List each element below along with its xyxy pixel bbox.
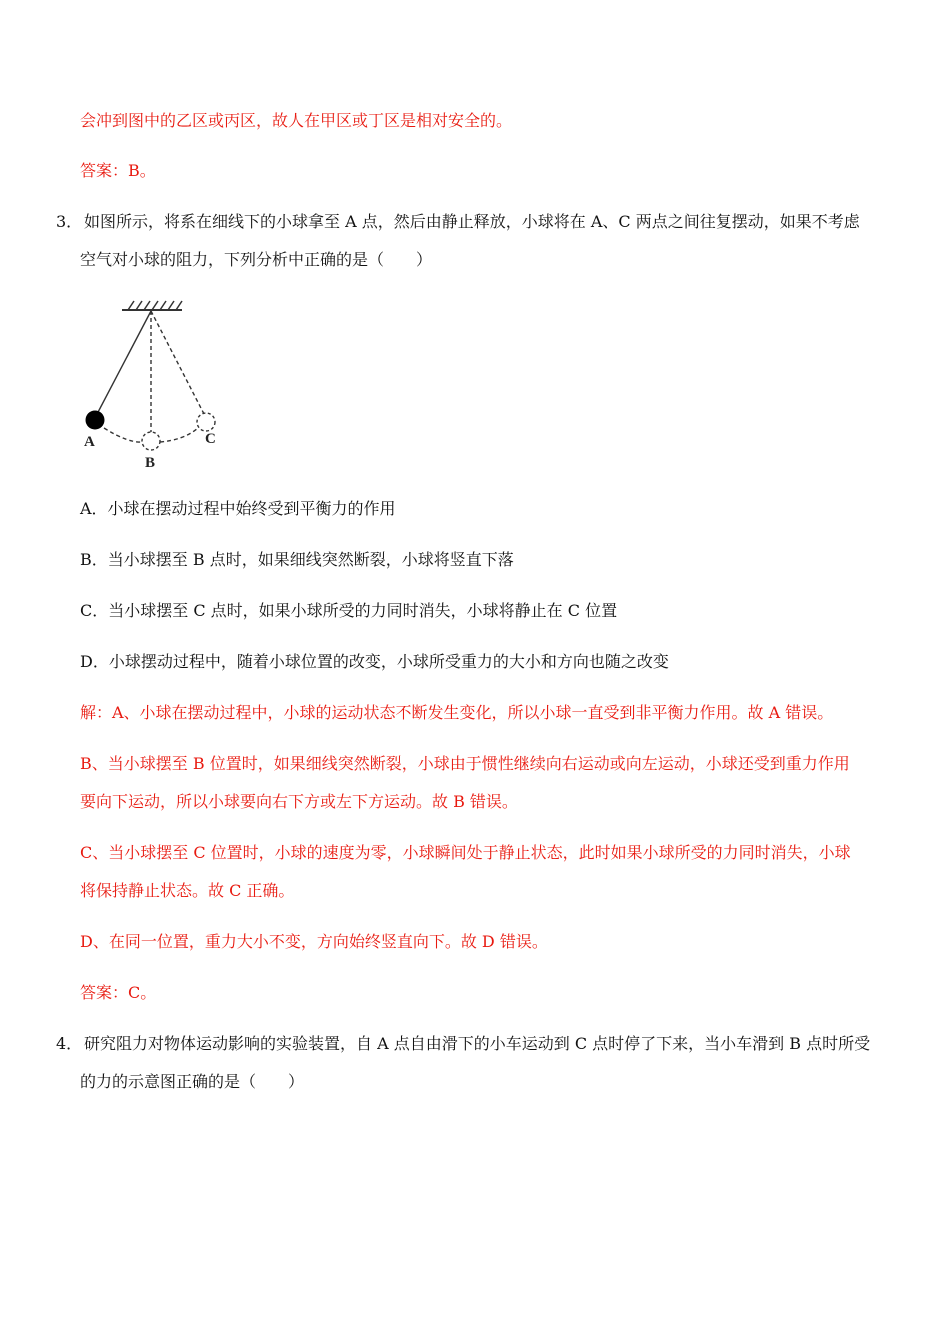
solution-b-line-1: B、当小球摆至 B 位置时，如果细线突然断裂，小球由于惯性继续向右运动或向左运动，小球还受到重力作用	[80, 754, 850, 773]
previous-answer: 答案：B。	[80, 161, 156, 180]
answer: 答案：C。	[80, 983, 157, 1002]
solution-d: D、在同一位置，重力大小不变，方向始终竖直向下。故 D 错误。	[80, 932, 548, 951]
question-number: 3．	[56, 212, 83, 231]
question-number: 4．	[56, 1034, 83, 1053]
option-c: C．当小球摆至 C 点时，如果小球所受的力同时消失，小球将静止在 C 位置	[80, 601, 618, 620]
solution-a: 解：A、小球在摆动过程中，小球的运动状态不断发生变化，所以小球一直受到非平衡力作用。故 A 错误。	[80, 703, 834, 722]
question-stem-line-2: 的力的示意图正确的是（ ）	[80, 1072, 305, 1091]
label-c: C	[205, 431, 216, 447]
solution-c-line-1: C、当小球摆至 C 位置时，小球的速度为零，小球瞬间处于静止状态，此时如果小球所受的力同时消失，小球	[80, 843, 851, 862]
option-a: A．小球在摆动过程中始终受到平衡力的作用	[80, 499, 396, 518]
ball-c	[197, 413, 215, 431]
option-b: B．当小球摆至 B 点时，如果细线突然断裂，小球将竖直下落	[80, 550, 514, 569]
string-to-c	[151, 311, 204, 414]
ceiling-support	[122, 301, 182, 310]
solution-c-line-2: 将保持静止状态。故 C 正确。	[80, 881, 295, 900]
label-a: A	[84, 434, 95, 450]
ball-b	[142, 432, 160, 450]
ball-a	[86, 411, 105, 430]
pendulum-figure	[76, 296, 236, 476]
option-d: D．小球摆动过程中，随着小球位置的改变，小球所受重力的大小和方向也随之改变	[80, 652, 669, 671]
question-stem-line-1: 如图所示，将系在细线下的小球拿至 A 点，然后由静止释放，小球将在 A、C 两点之间往复摆动，如果不考虑	[84, 212, 860, 231]
previous-explanation-tail: 会冲到图中的乙区或丙区，故人在甲区或丁区是相对安全的。	[80, 111, 513, 130]
solution-b-line-2: 要向下运动，所以小球要向右下方或左下方运动。故 B 错误。	[80, 792, 518, 811]
label-b: B	[145, 455, 156, 471]
question-stem-line-1: 研究阻力对物体运动影响的实验装置，自 A 点自由滑下的小车运动到 C 点时停了下来，当小车滑到 B 点时所受	[84, 1034, 871, 1053]
string-to-a	[96, 311, 151, 416]
question-stem-line-2: 空气对小球的阻力，下列分析中正确的是（ ）	[80, 250, 433, 269]
